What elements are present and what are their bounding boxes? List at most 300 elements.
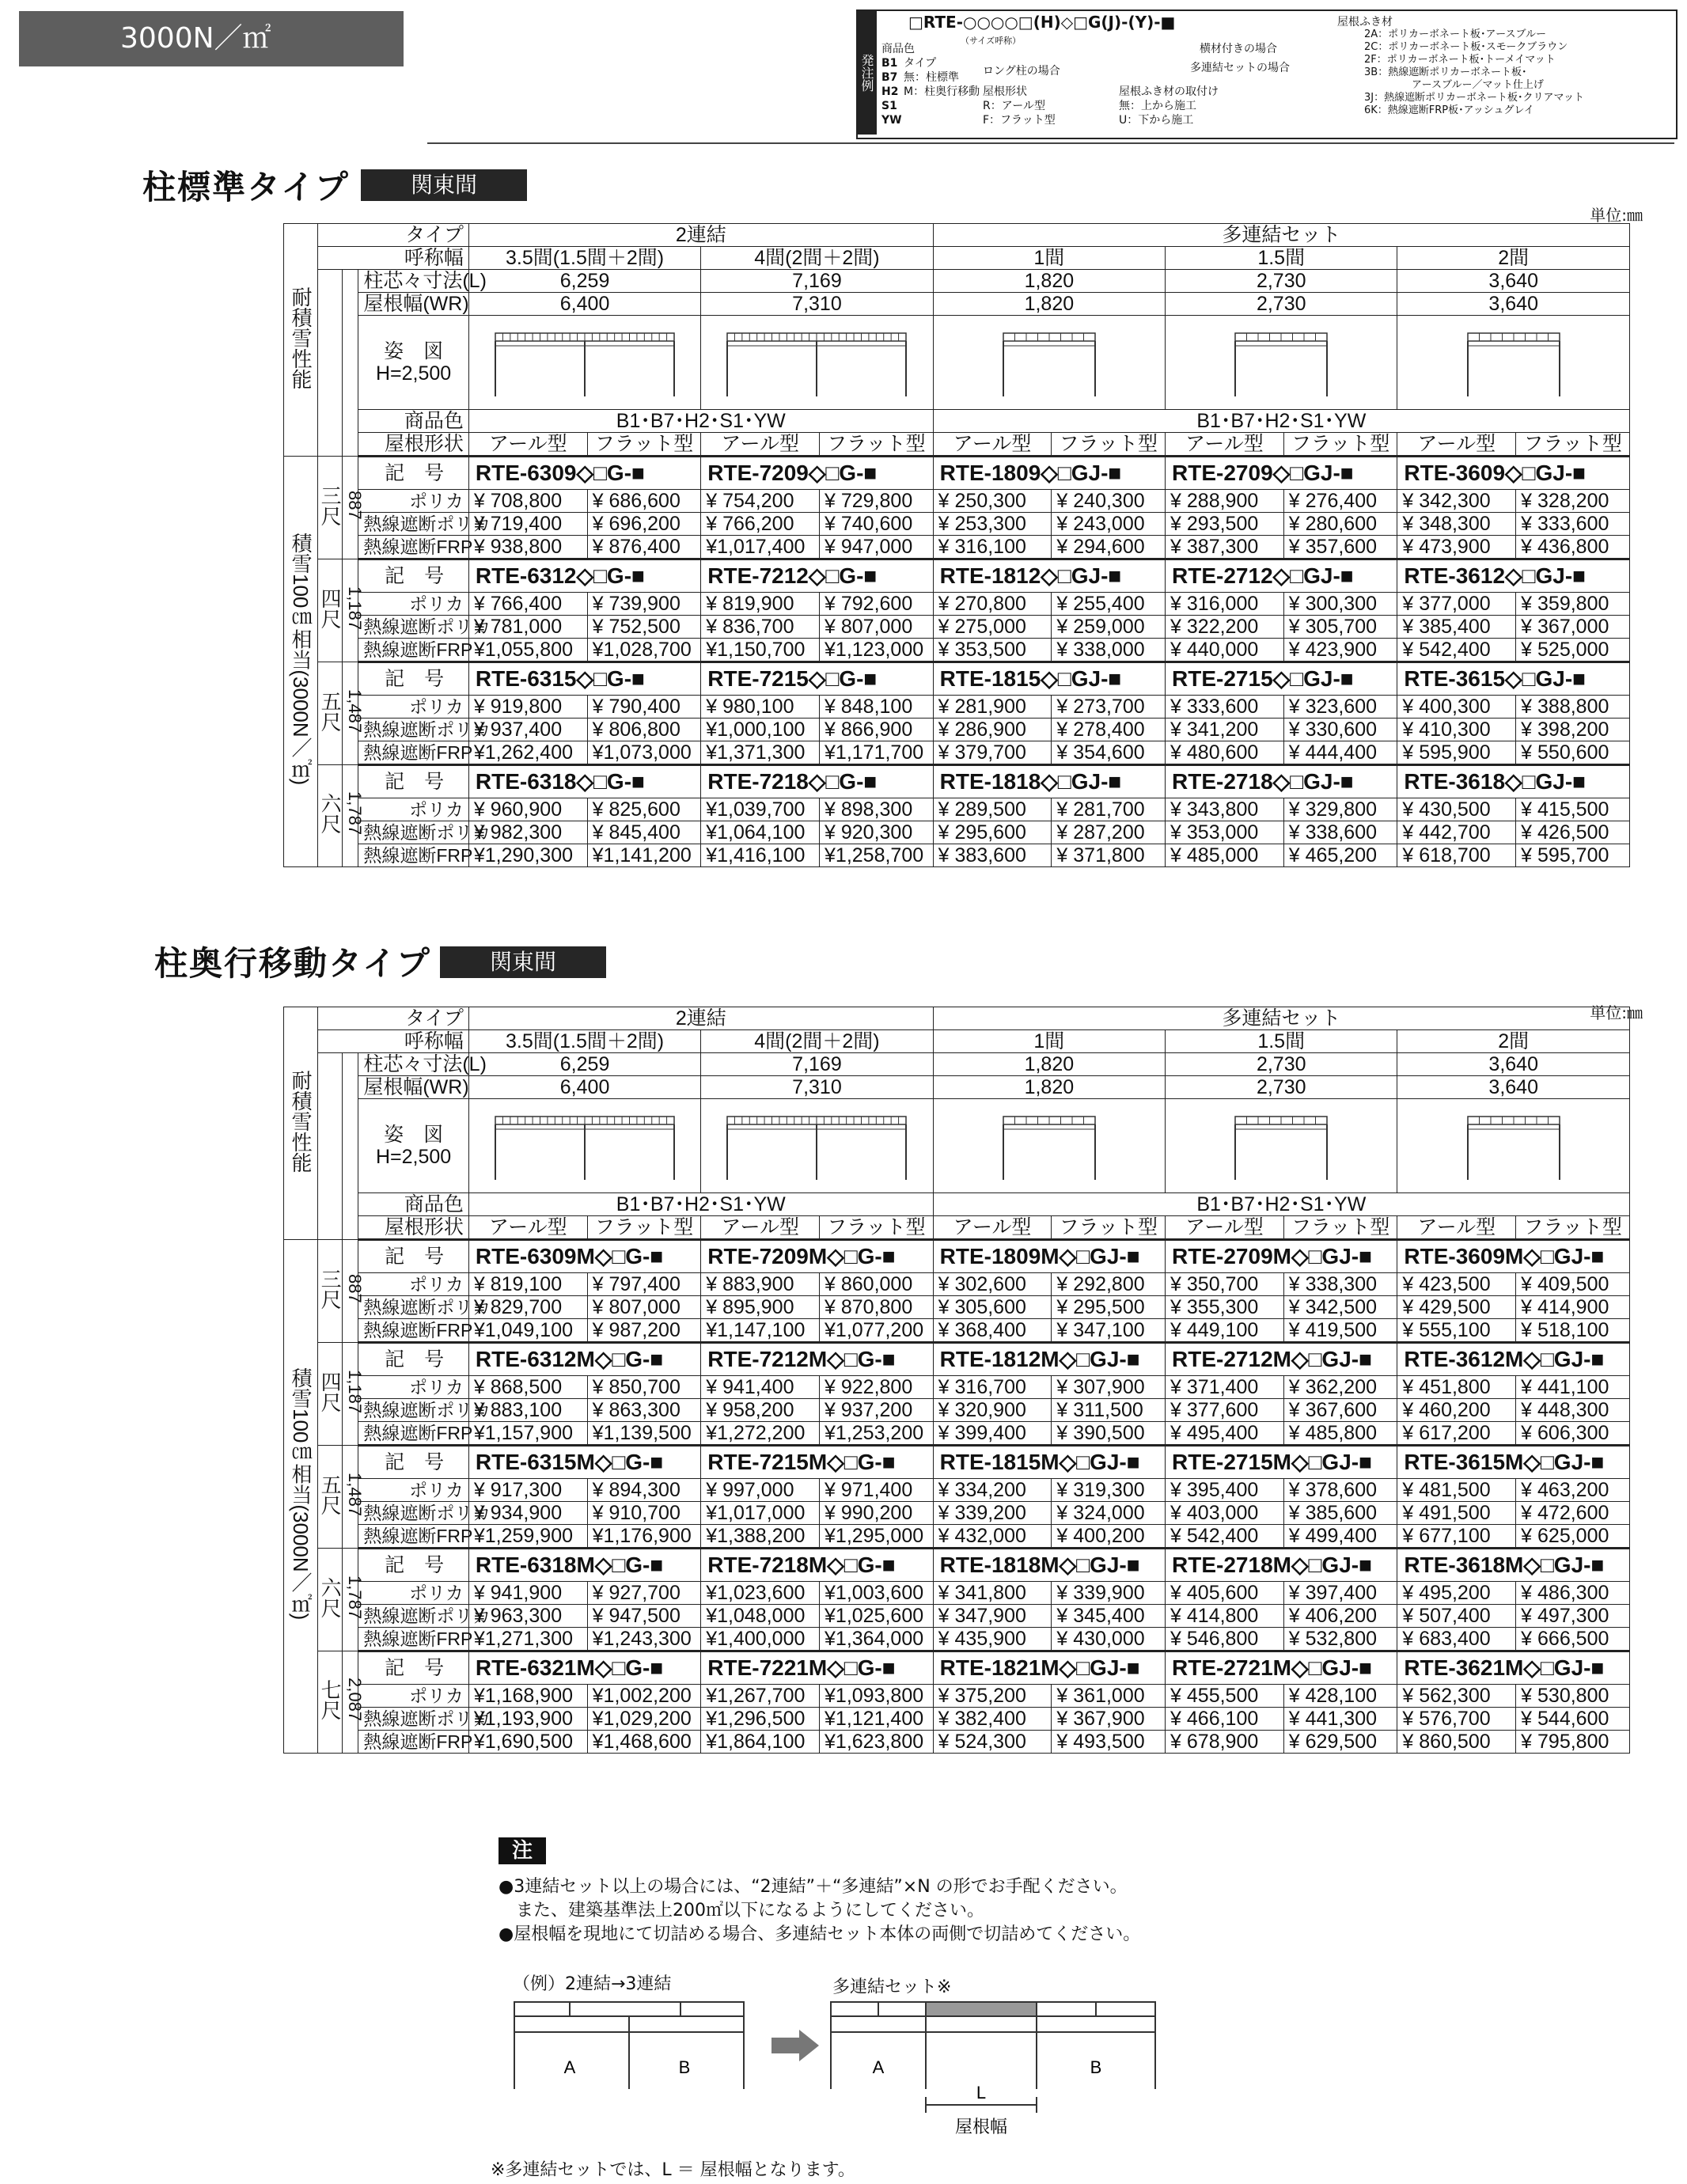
- price-cell: ¥ 860,500: [1397, 1731, 1516, 1754]
- price-cell: ¥ 860,000: [820, 1273, 934, 1296]
- color-value-multi: B1･B7･H2･S1･YW: [933, 1193, 1629, 1216]
- price-cell: ¥ 876,400: [587, 536, 701, 559]
- price-cell: ¥ 333,600: [1516, 513, 1630, 536]
- price-cell: ¥ 440,000: [1166, 639, 1284, 662]
- material-label: 熱線遮断ポリカ: [358, 1605, 469, 1628]
- order-color-b7: B7: [881, 71, 898, 84]
- price-cell: ¥ 829,700: [468, 1296, 587, 1319]
- order-roofing-3b-2: アースブルー／マット仕上げ: [1412, 79, 1544, 91]
- material-label: 熱線遮断ポリカ: [358, 616, 469, 639]
- price-cell: ¥ 377,000: [1397, 593, 1516, 616]
- price-cell: ¥ 280,600: [1283, 513, 1397, 536]
- price-cell: ¥ 395,400: [1166, 1479, 1284, 1502]
- nominal-width-1: 4間(2間＋2間): [701, 1030, 933, 1053]
- price-cell: ¥ 406,200: [1283, 1605, 1397, 1628]
- table-row: [284, 1685, 1630, 1708]
- price-cell: ¥1,271,300: [468, 1628, 587, 1651]
- price-cell: ¥ 250,300: [933, 490, 1052, 513]
- price-cell: ¥ 442,700: [1397, 821, 1516, 844]
- order-roofing-2c: 2C：ポリカーボネート板･スモークブラウン: [1364, 41, 1568, 53]
- price-cell: ¥1,017,400: [701, 536, 820, 559]
- order-color-yw: YW: [881, 114, 902, 127]
- price-cell: ¥ 455,500: [1166, 1685, 1284, 1708]
- order-roofing-6k: 6K：熱線遮断FRP板･アッシュグレイ: [1364, 104, 1534, 116]
- depth-mm: 1,187: [342, 559, 358, 662]
- price-cell: ¥ 982,300: [468, 821, 587, 844]
- model-code: RTE-6315◇□G-■: [468, 662, 700, 696]
- order-roofing-2a: 2A：ポリカーボネート板･アースブルー: [1364, 28, 1546, 40]
- price-cell: ¥ 686,600: [587, 490, 701, 513]
- roof-width-label: 屋根幅(WR): [358, 1076, 469, 1099]
- depth-label: 四尺: [318, 1343, 343, 1446]
- model-code: RTE-1818M◇□GJ-■: [933, 1549, 1165, 1582]
- price-cell: ¥ 754,200: [701, 490, 820, 513]
- price-cell: ¥ 666,500: [1516, 1628, 1630, 1651]
- price-cell: ¥1,290,300: [468, 844, 587, 867]
- price-cell: ¥ 465,200: [1283, 844, 1397, 867]
- order-long-post: ロング柱の場合: [983, 65, 1060, 78]
- model-code: RTE-3612M◇□GJ-■: [1397, 1343, 1630, 1376]
- price-cell: ¥ 354,600: [1052, 741, 1166, 765]
- price-cell: ¥ 253,300: [933, 513, 1052, 536]
- price-cell: ¥ 807,000: [587, 1296, 701, 1319]
- material-label: 熱線遮断ポリカ: [358, 1399, 469, 1422]
- label-b-left: B: [678, 2057, 691, 2077]
- order-code: □RTE-○○○○□(H)◇□G(J)-(Y)-■: [908, 13, 1176, 32]
- label-a-left: A: [563, 2057, 576, 2077]
- pitch-value-4: 3,640: [1397, 1053, 1630, 1076]
- price-cell: ¥ 383,600: [933, 844, 1052, 867]
- model-code: RTE-1815◇□GJ-■: [933, 662, 1165, 696]
- price-cell: ¥ 790,400: [587, 696, 701, 719]
- price-cell: ¥ 414,800: [1166, 1605, 1284, 1628]
- model-code: RTE-3609M◇□GJ-■: [1397, 1240, 1630, 1273]
- price-cell: ¥1,049,100: [468, 1319, 587, 1343]
- price-cell: ¥ 937,400: [468, 719, 587, 741]
- price-cell: ¥ 910,700: [587, 1502, 701, 1525]
- roof-width-value-0: 6,400: [468, 1076, 700, 1099]
- depth-mm: 887: [342, 457, 358, 559]
- price-cell: ¥ 333,600: [1166, 696, 1284, 719]
- model-code: RTE-1818◇□GJ-■: [933, 765, 1165, 798]
- price-cell: ¥ 338,000: [1052, 639, 1166, 662]
- pitch-value-0: 6,259: [468, 270, 700, 293]
- price-cell: ¥ 339,200: [933, 1502, 1052, 1525]
- connection-diagram: [506, 1994, 1163, 2152]
- price-cell: ¥ 293,500: [1166, 513, 1284, 536]
- price-cell: ¥ 848,100: [820, 696, 934, 719]
- material-label: 熱線遮断FRP: [358, 1628, 469, 1651]
- price-cell: ¥ 377,600: [1166, 1399, 1284, 1422]
- code-label: 記 号: [358, 1549, 469, 1582]
- nominal-width-3: 1.5間: [1166, 1030, 1397, 1053]
- price-cell: ¥1,267,700: [701, 1685, 820, 1708]
- snow-performance-label: 耐積雪性能: [284, 224, 318, 457]
- model-code: RTE-3612◇□GJ-■: [1397, 559, 1630, 593]
- price-cell: ¥1,139,500: [587, 1422, 701, 1446]
- arch-type-0: アール型: [468, 433, 587, 457]
- material-label: 熱線遮断ポリカ: [358, 821, 469, 844]
- price-cell: ¥ 850,700: [587, 1376, 701, 1399]
- model-code: RTE-3609◇□GJ-■: [1397, 457, 1630, 490]
- figure-label: 姿 図 H=2,500: [358, 1099, 469, 1193]
- model-code: RTE-1809◇□GJ-■: [933, 457, 1165, 490]
- price-cell: ¥1,468,600: [587, 1731, 701, 1754]
- price-cell: ¥ 423,900: [1283, 639, 1397, 662]
- depth-mm: 1,487: [342, 1446, 358, 1549]
- price-cell: ¥ 947,500: [587, 1605, 701, 1628]
- order-color-label: 商品色: [881, 43, 915, 55]
- model-code: RTE-6318◇□G-■: [468, 765, 700, 798]
- price-cell: ¥ 371,800: [1052, 844, 1166, 867]
- price-cell: ¥ 347,900: [933, 1605, 1052, 1628]
- model-code: RTE-7215◇□G-■: [701, 662, 933, 696]
- roof-width-label: 屋根幅(WR): [358, 293, 469, 316]
- pitch-value-0: 6,259: [468, 1053, 700, 1076]
- price-cell: ¥ 319,300: [1052, 1479, 1166, 1502]
- price-cell: ¥ 311,500: [1052, 1399, 1166, 1422]
- model-code: RTE-3618◇□GJ-■: [1397, 765, 1630, 798]
- price-cell: ¥ 507,400: [1397, 1605, 1516, 1628]
- roof-width-value-1: 7,310: [701, 1076, 933, 1099]
- order-mount-bottom: U：下から施工: [1119, 114, 1194, 127]
- nominal-width-3: 1.5間: [1166, 247, 1397, 270]
- price-cell: ¥ 367,600: [1283, 1399, 1397, 1422]
- price-cell: ¥ 819,100: [468, 1273, 587, 1296]
- price-cell: ¥ 481,500: [1397, 1479, 1516, 1502]
- price-cell: ¥ 518,100: [1516, 1319, 1630, 1343]
- price-cell: ¥ 963,300: [468, 1605, 587, 1628]
- order-roofing-3j: 3J：熱線遮断ポリカーボネート板･クリアマット: [1364, 92, 1584, 104]
- table-row: [284, 1525, 1630, 1549]
- price-cell: ¥ 495,400: [1166, 1422, 1284, 1446]
- depth-mm: 1,787: [342, 1549, 358, 1651]
- arch-type-2: アール型: [933, 1216, 1052, 1240]
- price-cell: ¥ 938,800: [468, 536, 587, 559]
- multi-set-label: 多連結セット※: [832, 1977, 952, 1997]
- price-cell: ¥1,623,800: [820, 1731, 934, 1754]
- snow-performance-label: 耐積雪性能: [284, 1007, 318, 1240]
- price-cell: ¥ 278,400: [1052, 719, 1166, 741]
- example-label: （例）2連結→3連結: [513, 1974, 672, 1994]
- flat-type-4: フラット型: [1516, 1216, 1630, 1240]
- price-cell: ¥1,002,200: [587, 1685, 701, 1708]
- depth-label: 三尺: [318, 1240, 343, 1343]
- price-cell: ¥ 441,300: [1283, 1708, 1397, 1731]
- table-row: [284, 1582, 1630, 1605]
- color-value-multi: B1･B7･H2･S1･YW: [933, 410, 1629, 433]
- price-cell: ¥ 295,600: [933, 821, 1052, 844]
- table-row: [284, 1273, 1630, 1296]
- arrow-icon: [771, 2030, 819, 2061]
- material-label: 熱線遮断FRP: [358, 1319, 469, 1343]
- price-cell: ¥ 927,700: [587, 1582, 701, 1605]
- pitch-value-3: 2,730: [1166, 1053, 1397, 1076]
- model-code: RTE-2718M◇□GJ-■: [1166, 1549, 1397, 1582]
- roof-shape-label: 屋根形状: [358, 1216, 469, 1240]
- pitch-label: 柱芯々寸法(L): [358, 1053, 469, 1076]
- price-cell: ¥1,048,000: [701, 1605, 820, 1628]
- price-cell: ¥ 385,600: [1283, 1502, 1397, 1525]
- structure-figure: [494, 1110, 676, 1181]
- model-code: RTE-2715◇□GJ-■: [1166, 662, 1397, 696]
- structure-figure: [1234, 1110, 1329, 1181]
- price-cell: ¥ 276,400: [1283, 490, 1397, 513]
- section1-badge: 関東間: [361, 169, 527, 201]
- price-cell: ¥ 305,600: [933, 1296, 1052, 1319]
- order-color-h2: H2: [881, 85, 899, 98]
- price-cell: ¥ 330,600: [1283, 719, 1397, 741]
- price-cell: ¥ 493,500: [1052, 1731, 1166, 1754]
- price-cell: ¥ 243,000: [1052, 513, 1166, 536]
- model-code: RTE-7218M◇□G-■: [701, 1549, 933, 1582]
- nominal-width-0: 3.5間(1.5間＋2間): [468, 1030, 700, 1053]
- order-crossbar: 横材付きの場合: [1200, 43, 1277, 55]
- price-cell: ¥ 350,700: [1166, 1273, 1284, 1296]
- code-label: 記 号: [358, 1343, 469, 1376]
- price-cell: ¥ 379,700: [933, 741, 1052, 765]
- model-code: RTE-3615M◇□GJ-■: [1397, 1446, 1630, 1479]
- material-label: 熱線遮断ポリカ: [358, 1708, 469, 1731]
- table-row: [284, 536, 1630, 559]
- price-cell: ¥ 958,200: [701, 1399, 820, 1422]
- price-cell: ¥ 990,200: [820, 1502, 934, 1525]
- pitch-value-2: 1,820: [933, 1053, 1165, 1076]
- price-cell: ¥ 289,500: [933, 798, 1052, 821]
- price-cell: ¥ 562,300: [1397, 1685, 1516, 1708]
- table-row: [284, 1399, 1630, 1422]
- price-cell: ¥ 617,200: [1397, 1422, 1516, 1446]
- price-cell: ¥ 472,600: [1516, 1502, 1630, 1525]
- price-cell: ¥ 441,100: [1516, 1376, 1630, 1399]
- price-cell: ¥ 316,700: [933, 1376, 1052, 1399]
- depth-label: 五尺: [318, 1446, 343, 1549]
- color-value-two: B1･B7･H2･S1･YW: [468, 1193, 933, 1216]
- nominal-width-0: 3.5間(1.5間＋2間): [468, 247, 700, 270]
- price-cell: ¥1,003,600: [820, 1582, 934, 1605]
- price-cell: ¥1,093,800: [820, 1685, 934, 1708]
- model-code: RTE-7209◇□G-■: [701, 457, 933, 490]
- order-roof-shape: 屋根形状: [983, 85, 1027, 98]
- arch-type-3: アール型: [1166, 433, 1284, 457]
- material-label: 熱線遮断FRP: [358, 1422, 469, 1446]
- order-roofing-2f: 2F：ポリカーボネート板･トーメイマット: [1364, 54, 1556, 66]
- price-cell: ¥ 382,400: [933, 1708, 1052, 1731]
- price-cell: ¥1,253,200: [820, 1422, 934, 1446]
- model-code: RTE-6312M◇□G-■: [468, 1343, 700, 1376]
- material-label: 熱線遮断FRP: [358, 1731, 469, 1754]
- price-cell: ¥ 485,000: [1166, 844, 1284, 867]
- table-row: [284, 719, 1630, 741]
- order-roof-arch: R：アール型: [983, 100, 1046, 112]
- price-cell: ¥ 341,800: [933, 1582, 1052, 1605]
- price-cell: ¥ 708,800: [468, 490, 587, 513]
- price-cell: ¥ 281,900: [933, 696, 1052, 719]
- price-cell: ¥ 919,800: [468, 696, 587, 719]
- model-code: RTE-3615◇□GJ-■: [1397, 662, 1630, 696]
- code-label: 記 号: [358, 662, 469, 696]
- type-label: タイプ: [318, 1007, 469, 1030]
- flat-type-3: フラット型: [1283, 433, 1397, 457]
- roof-width-value-0: 6,400: [468, 293, 700, 316]
- price-cell: ¥ 419,500: [1283, 1319, 1397, 1343]
- price-cell: ¥ 436,800: [1516, 536, 1630, 559]
- price-cell: ¥ 448,300: [1516, 1399, 1630, 1422]
- arch-type-1: アール型: [701, 433, 820, 457]
- price-cell: ¥ 883,900: [701, 1273, 820, 1296]
- order-mount-top: 無：上から施工: [1119, 100, 1196, 112]
- price-cell: ¥1,690,500: [468, 1731, 587, 1754]
- color-label: 商品色: [358, 1193, 469, 1216]
- pitch-value-1: 7,169: [701, 1053, 933, 1076]
- code-label: 記 号: [358, 457, 469, 490]
- price-cell: ¥ 866,900: [820, 719, 934, 741]
- price-cell: ¥1,157,900: [468, 1422, 587, 1446]
- flat-type-0: フラット型: [587, 433, 701, 457]
- price-cell: ¥ 355,300: [1166, 1296, 1284, 1319]
- roof-width-value-1: 7,310: [701, 293, 933, 316]
- price-cell: ¥ 405,600: [1166, 1582, 1284, 1605]
- price-cell: ¥ 329,800: [1283, 798, 1397, 821]
- price-cell: ¥1,141,200: [587, 844, 701, 867]
- material-label: 熱線遮断ポリカ: [358, 1502, 469, 1525]
- multi-set-header: 多連結セット: [933, 224, 1629, 247]
- price-cell: ¥ 270,800: [933, 593, 1052, 616]
- price-cell: ¥ 287,200: [1052, 821, 1166, 844]
- flat-type-4: フラット型: [1516, 433, 1630, 457]
- table-row: [284, 1731, 1630, 1754]
- model-code: RTE-3621M◇□GJ-■: [1397, 1651, 1630, 1685]
- price-cell: ¥1,416,100: [701, 844, 820, 867]
- structure-figure: [726, 1110, 908, 1181]
- price-cell: ¥1,025,600: [820, 1605, 934, 1628]
- price-cell: ¥ 532,800: [1283, 1628, 1397, 1651]
- price-cell: ¥ 240,300: [1052, 490, 1166, 513]
- model-code: RTE-2715M◇□GJ-■: [1166, 1446, 1397, 1479]
- structure-figure: [1002, 327, 1097, 398]
- price-cell: ¥ 347,100: [1052, 1319, 1166, 1343]
- model-code: RTE-7212◇□G-■: [701, 559, 933, 593]
- section2-badge: 関東間: [440, 946, 606, 978]
- price-cell: ¥1,023,600: [701, 1582, 820, 1605]
- material-label: ポリカ: [358, 1376, 469, 1399]
- price-cell: ¥ 323,600: [1283, 696, 1397, 719]
- price-cell: ¥ 495,200: [1397, 1582, 1516, 1605]
- price-cell: ¥ 719,400: [468, 513, 587, 536]
- price-cell: ¥1,296,500: [701, 1708, 820, 1731]
- price-cell: ¥ 432,000: [933, 1525, 1052, 1549]
- price-cell: ¥ 466,100: [1166, 1708, 1284, 1731]
- price-cell: ¥ 320,900: [933, 1399, 1052, 1422]
- table-row: [284, 1376, 1630, 1399]
- depth-label: 三尺: [318, 457, 343, 559]
- material-label: ポリカ: [358, 1479, 469, 1502]
- price-cell: ¥ 947,000: [820, 536, 934, 559]
- price-cell: ¥1,171,700: [820, 741, 934, 765]
- price-cell: ¥ 987,200: [587, 1319, 701, 1343]
- price-cell: ¥ 463,200: [1516, 1479, 1630, 1502]
- price-cell: ¥ 322,200: [1166, 616, 1284, 639]
- price-cell: ¥ 361,000: [1052, 1685, 1166, 1708]
- structure-figure: [726, 327, 908, 398]
- price-cell: ¥ 980,100: [701, 696, 820, 719]
- price-cell: ¥ 883,100: [468, 1399, 587, 1422]
- section1-title: 柱標準タイプ: [142, 168, 350, 207]
- price-cell: ¥ 795,800: [1516, 1731, 1630, 1754]
- price-cell: ¥ 430,500: [1397, 798, 1516, 821]
- table-row: [284, 696, 1630, 719]
- price-cell: ¥ 371,400: [1166, 1376, 1284, 1399]
- price-cell: ¥ 255,400: [1052, 593, 1166, 616]
- price-cell: ¥ 868,500: [468, 1376, 587, 1399]
- depth-mm: 1,187: [342, 1343, 358, 1446]
- arch-type-4: アール型: [1397, 433, 1516, 457]
- depth-label: 四尺: [318, 559, 343, 662]
- price-cell: ¥ 870,800: [820, 1296, 934, 1319]
- price-cell: ¥1,193,900: [468, 1708, 587, 1731]
- price-cell: ¥ 473,900: [1397, 536, 1516, 559]
- price-cell: ¥ 324,000: [1052, 1502, 1166, 1525]
- price-cell: ¥ 729,800: [820, 490, 934, 513]
- price-cell: ¥ 934,900: [468, 1502, 587, 1525]
- section1-unit: 単位:㎜: [1590, 206, 1643, 225]
- note-line-2: また、建築基準法上200㎡以下になるようにしてください。: [499, 1901, 984, 1920]
- material-label: ポリカ: [358, 1273, 469, 1296]
- price-cell: ¥ 806,800: [587, 719, 701, 741]
- roof-width-value-2: 1,820: [933, 1076, 1165, 1099]
- price-table: [283, 1007, 1630, 1754]
- price-cell: ¥ 338,300: [1283, 1273, 1397, 1296]
- footnote: ※多連結セットでは、L ＝ 屋根幅となります。: [491, 2160, 855, 2180]
- material-label: 熱線遮断ポリカ: [358, 719, 469, 741]
- snow-load-label: 積雪100㎝相当(3000N／㎡): [284, 457, 318, 867]
- price-cell: ¥ 259,000: [1052, 616, 1166, 639]
- pitch-value-4: 3,640: [1397, 270, 1630, 293]
- price-cell: ¥ 385,400: [1397, 616, 1516, 639]
- price-cell: ¥1,176,900: [587, 1525, 701, 1549]
- material-label: ポリカ: [358, 1582, 469, 1605]
- label-a-right: A: [872, 2057, 885, 2077]
- price-cell: ¥ 941,400: [701, 1376, 820, 1399]
- price-cell: ¥ 739,900: [587, 593, 701, 616]
- flat-type-0: フラット型: [587, 1216, 701, 1240]
- price-cell: ¥ 485,800: [1283, 1422, 1397, 1446]
- price-table: [283, 223, 1630, 867]
- table-row: [284, 741, 1630, 765]
- structure-figure: [1466, 1110, 1561, 1181]
- material-label: 熱線遮断FRP: [358, 639, 469, 662]
- price-cell: ¥ 683,400: [1397, 1628, 1516, 1651]
- price-cell: ¥ 378,600: [1283, 1479, 1397, 1502]
- material-label: 熱線遮断FRP: [358, 1525, 469, 1549]
- arch-type-0: アール型: [468, 1216, 587, 1240]
- price-cell: ¥ 960,900: [468, 798, 587, 821]
- price-cell: ¥ 295,500: [1052, 1296, 1166, 1319]
- pitch-label: 柱芯々寸法(L): [358, 270, 469, 293]
- nominal-width-4: 2間: [1397, 247, 1630, 270]
- price-cell: ¥ 435,900: [933, 1628, 1052, 1651]
- flat-type-1: フラット型: [820, 1216, 934, 1240]
- price-cell: ¥1,400,000: [701, 1628, 820, 1651]
- price-cell: ¥1,123,000: [820, 639, 934, 662]
- price-cell: ¥ 362,200: [1283, 1376, 1397, 1399]
- price-cell: ¥ 937,200: [820, 1399, 934, 1422]
- price-cell: ¥ 430,000: [1052, 1628, 1166, 1651]
- flat-type-1: フラット型: [820, 433, 934, 457]
- structure-figure: [1002, 1110, 1097, 1181]
- price-cell: ¥ 530,800: [1516, 1685, 1630, 1708]
- price-cell: ¥ 524,300: [933, 1731, 1052, 1754]
